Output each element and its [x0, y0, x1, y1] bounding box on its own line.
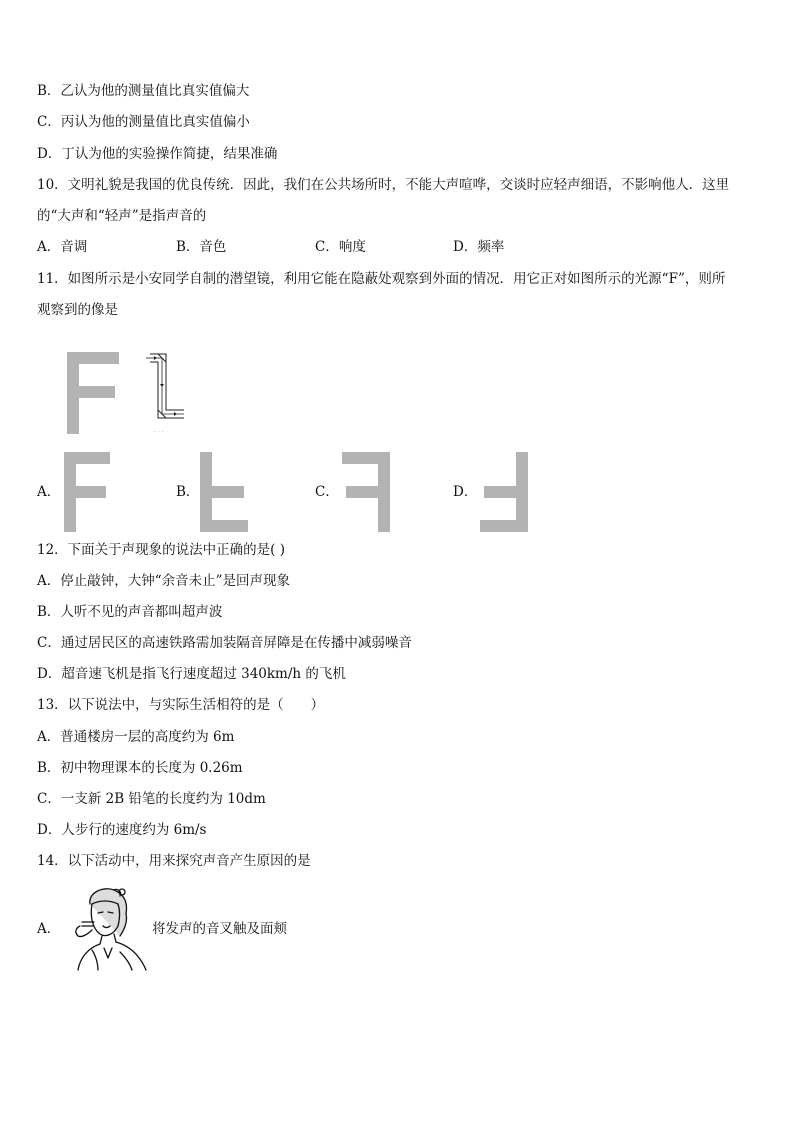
q14-option-a-caption: 将发声的音叉触及面颊	[152, 921, 287, 937]
q10-stem-line2: 的“大声和“轻声”是指声音的	[37, 208, 207, 224]
q9-option-c: C．丙认为他的测量值比真实值偏小	[37, 114, 250, 130]
q13-option-b: B．初中物理课本的长度为 0.26m	[37, 760, 243, 776]
q11-option-d: D．	[453, 484, 478, 500]
q11-option-c: C．	[315, 484, 339, 500]
q14-stem: 14．以下活动中，用来探究声音产生原因的是	[37, 853, 311, 869]
q12-option-a: A．停止敲钟，大钟“余音未止”是回声现象	[37, 573, 291, 589]
periscope-diagram	[144, 350, 192, 438]
q13-option-c: C．一支新 2B 铅笔的长度约为 10dm	[37, 791, 266, 807]
q9-option-d: D．丁认为他的实验操作简捷，结果准确	[37, 146, 278, 162]
q11-option-a: A．	[37, 484, 61, 500]
q10-option-c: C．响度	[315, 239, 366, 255]
q13-stem: 13．以下说法中，与实际生活相符的是（ ）	[37, 697, 325, 713]
q13-option-d: D．人步行的速度约为 6m/s	[37, 822, 207, 838]
q11-stem-line1: 11．如图所示是小安同学自制的潜望镜，利用它能在隐蔽处观察到外面的情况．用它正对如图所示的光源“F”，则所	[37, 271, 726, 287]
letter-f-shape	[67, 352, 119, 434]
q10-option-b: B．音色	[176, 239, 227, 255]
q11-option-b-image	[198, 452, 250, 532]
q12-option-b: B．人听不见的声音都叫超声波	[37, 604, 223, 620]
q11-option-d-image	[478, 452, 530, 532]
q13-option-a: A．普通楼房一层的高度约为 6m	[37, 729, 235, 745]
q12-option-c: C．通过居民区的高速铁路需加装隔音屏障是在传播中减弱噪音	[37, 635, 412, 651]
q11-option-b: B．	[176, 484, 200, 500]
q10-stem-line1: 10．文明礼貌是我国的优良传统．因此，我们在公共场所时，不能大声喧哗，交谈时应轻声细语，不影响他人．这里	[37, 177, 730, 193]
svg-text:· · ·: · · ·	[154, 429, 164, 436]
q11-stem-line2: 观察到的像是	[37, 302, 118, 318]
light-source-f-figure	[65, 350, 125, 436]
q11-option-a-image	[62, 452, 112, 532]
q10-option-a: A．音调	[37, 239, 88, 255]
q10-option-d: D．频率	[453, 239, 505, 255]
girl-tuning-fork-illustration	[70, 886, 150, 972]
q9-option-b: B．乙认为他的测量值比真实值偏大	[37, 83, 250, 99]
q14-option-a: A．	[37, 921, 61, 937]
q11-option-c-image	[340, 452, 392, 532]
q12-option-d: D．超音速飞机是指飞行速度超过 340km/h 的飞机	[37, 666, 346, 682]
q12-stem: 12．下面关于声现象的说法中正确的是( )	[37, 542, 286, 558]
